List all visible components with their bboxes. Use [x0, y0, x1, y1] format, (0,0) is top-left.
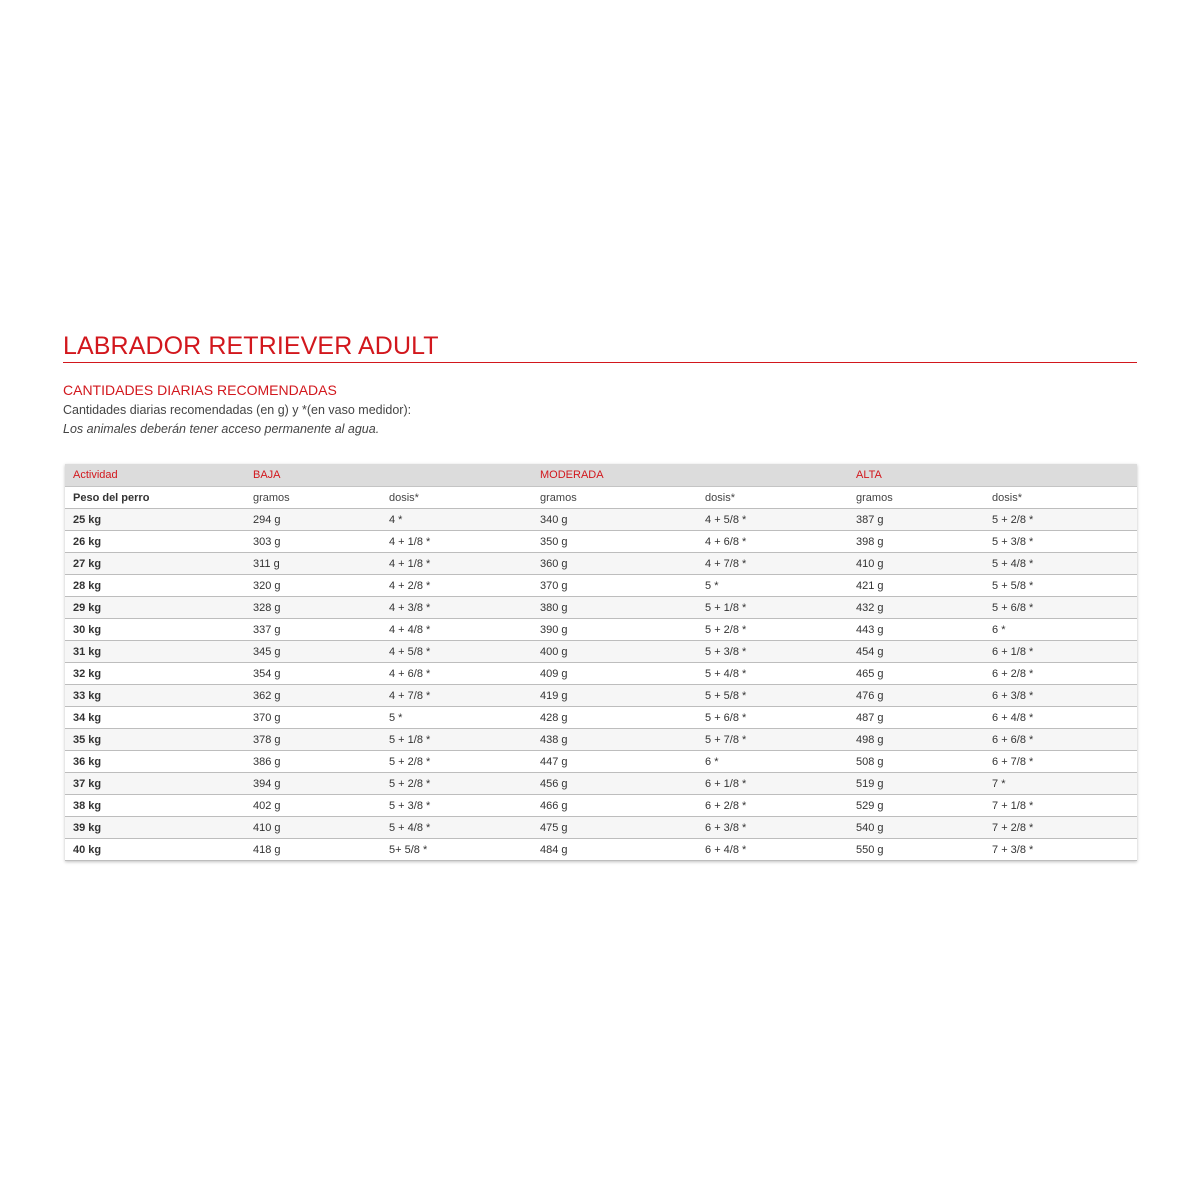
moderate-dose-cell: 5 + 3/8 * [697, 641, 848, 663]
table-row [65, 729, 1137, 751]
low-dose-cell: 5 + 2/8 * [381, 773, 532, 795]
moderate-grams-cell: 484 g [532, 839, 697, 861]
moderate-dose-cell: 6 * [697, 751, 848, 773]
table-row [65, 641, 1137, 663]
low-grams-cell: 303 g [245, 531, 381, 553]
low-grams-cell: 410 g [245, 817, 381, 839]
weight-cell: 37 kg [65, 773, 245, 795]
weight-cell: 39 kg [65, 817, 245, 839]
low-dose-cell: 5+ 5/8 * [381, 839, 532, 861]
level-low-header: BAJA [245, 464, 532, 487]
low-grams-cell: 311 g [245, 553, 381, 575]
high-dose-cell: 5 + 5/8 * [984, 575, 1137, 597]
high-dose-cell: 5 + 4/8 * [984, 553, 1137, 575]
activity-label: Actividad [65, 464, 245, 487]
high-grams-cell: 550 g [848, 839, 984, 861]
weight-cell: 35 kg [65, 729, 245, 751]
high-dose-cell: 6 + 2/8 * [984, 663, 1137, 685]
moderate-dose-cell: 5 * [697, 575, 848, 597]
low-dose-cell: 4 + 4/8 * [381, 619, 532, 641]
low-grams-cell: 328 g [245, 597, 381, 619]
high-dose-cell: 7 * [984, 773, 1137, 795]
weight-cell: 33 kg [65, 685, 245, 707]
weight-cell: 27 kg [65, 553, 245, 575]
moderate-dose-cell: 6 + 2/8 * [697, 795, 848, 817]
low-grams-cell: 370 g [245, 707, 381, 729]
moderate-grams-cell: 360 g [532, 553, 697, 575]
high-grams-cell: 487 g [848, 707, 984, 729]
high-grams-cell: 454 g [848, 641, 984, 663]
high-grams-cell: 398 g [848, 531, 984, 553]
low-dose-cell: 4 + 6/8 * [381, 663, 532, 685]
high-grams-cell: 432 g [848, 597, 984, 619]
grams-column-header: gramos [848, 487, 984, 509]
moderate-grams-cell: 370 g [532, 575, 697, 597]
low-dose-cell: 5 + 1/8 * [381, 729, 532, 751]
moderate-grams-cell: 447 g [532, 751, 697, 773]
table-row [65, 575, 1137, 597]
low-dose-cell: 4 * [381, 509, 532, 531]
high-grams-cell: 421 g [848, 575, 984, 597]
moderate-grams-cell: 390 g [532, 619, 697, 641]
low-grams-cell: 294 g [245, 509, 381, 531]
low-grams-cell: 362 g [245, 685, 381, 707]
high-grams-cell: 540 g [848, 817, 984, 839]
low-grams-cell: 354 g [245, 663, 381, 685]
moderate-dose-cell: 6 + 3/8 * [697, 817, 848, 839]
moderate-grams-cell: 466 g [532, 795, 697, 817]
level-moderate-header: MODERADA [532, 464, 848, 487]
high-grams-cell: 508 g [848, 751, 984, 773]
table-row [65, 751, 1137, 773]
weight-cell: 36 kg [65, 751, 245, 773]
moderate-dose-cell: 5 + 1/8 * [697, 597, 848, 619]
high-dose-cell: 5 + 6/8 * [984, 597, 1137, 619]
low-grams-cell: 337 g [245, 619, 381, 641]
high-grams-cell: 476 g [848, 685, 984, 707]
high-dose-cell: 6 + 7/8 * [984, 751, 1137, 773]
moderate-dose-cell: 5 + 4/8 * [697, 663, 848, 685]
high-grams-cell: 443 g [848, 619, 984, 641]
high-dose-cell: 7 + 1/8 * [984, 795, 1137, 817]
low-dose-cell: 5 + 3/8 * [381, 795, 532, 817]
moderate-grams-cell: 419 g [532, 685, 697, 707]
weight-cell: 29 kg [65, 597, 245, 619]
high-grams-cell: 465 g [848, 663, 984, 685]
table-row [65, 597, 1137, 619]
high-dose-cell: 5 + 3/8 * [984, 531, 1137, 553]
high-grams-cell: 410 g [848, 553, 984, 575]
table-row [65, 707, 1137, 729]
high-dose-cell: 5 + 2/8 * [984, 509, 1137, 531]
weight-cell: 26 kg [65, 531, 245, 553]
low-grams-cell: 386 g [245, 751, 381, 773]
high-dose-cell: 6 + 1/8 * [984, 641, 1137, 663]
level-high-header: ALTA [848, 464, 1137, 487]
title-divider [63, 362, 1137, 363]
low-dose-cell: 4 + 2/8 * [381, 575, 532, 597]
moderate-dose-cell: 5 + 7/8 * [697, 729, 848, 751]
low-dose-cell: 4 + 1/8 * [381, 531, 532, 553]
table-row [65, 619, 1137, 641]
moderate-grams-cell: 350 g [532, 531, 697, 553]
moderate-dose-cell: 4 + 5/8 * [697, 509, 848, 531]
feeding-table [65, 464, 1137, 861]
low-dose-cell: 5 + 4/8 * [381, 817, 532, 839]
moderate-grams-cell: 380 g [532, 597, 697, 619]
moderate-dose-cell: 6 + 4/8 * [697, 839, 848, 861]
high-grams-cell: 498 g [848, 729, 984, 751]
page-title: LABRADOR RETRIEVER ADULT [63, 332, 439, 360]
moderate-grams-cell: 409 g [532, 663, 697, 685]
low-grams-cell: 320 g [245, 575, 381, 597]
grams-column-header: gramos [245, 487, 381, 509]
dose-column-header: dosis* [984, 487, 1137, 509]
moderate-grams-cell: 428 g [532, 707, 697, 729]
moderate-grams-cell: 400 g [532, 641, 697, 663]
feeding-table-container [65, 464, 1137, 861]
low-dose-cell: 4 + 3/8 * [381, 597, 532, 619]
description-text: Cantidades diarias recomendadas (en g) y *(en vaso medidor): [63, 403, 412, 417]
table-row [65, 817, 1137, 839]
low-grams-cell: 402 g [245, 795, 381, 817]
table-row [65, 685, 1137, 707]
table-row [65, 663, 1137, 685]
grams-column-header: gramos [532, 487, 697, 509]
high-dose-cell: 6 + 3/8 * [984, 685, 1137, 707]
table-row [65, 531, 1137, 553]
high-dose-cell: 7 + 2/8 * [984, 817, 1137, 839]
moderate-grams-cell: 456 g [532, 773, 697, 795]
high-grams-cell: 529 g [848, 795, 984, 817]
weight-cell: 25 kg [65, 509, 245, 531]
low-grams-cell: 394 g [245, 773, 381, 795]
high-dose-cell: 6 + 4/8 * [984, 707, 1137, 729]
low-dose-cell: 5 * [381, 707, 532, 729]
high-grams-cell: 519 g [848, 773, 984, 795]
weight-column-header: Peso del perro [65, 487, 245, 509]
weight-cell: 28 kg [65, 575, 245, 597]
table-row [65, 509, 1137, 531]
section-title: CANTIDADES DIARIAS RECOMENDADAS [63, 382, 337, 398]
high-grams-cell: 387 g [848, 509, 984, 531]
moderate-dose-cell: 5 + 5/8 * [697, 685, 848, 707]
moderate-dose-cell: 6 + 1/8 * [697, 773, 848, 795]
water-note: Los animales deberán tener acceso permanente al agua. [63, 422, 380, 436]
table-row [65, 795, 1137, 817]
high-dose-cell: 6 * [984, 619, 1137, 641]
moderate-dose-cell: 4 + 6/8 * [697, 531, 848, 553]
weight-cell: 34 kg [65, 707, 245, 729]
high-dose-cell: 6 + 6/8 * [984, 729, 1137, 751]
low-dose-cell: 4 + 5/8 * [381, 641, 532, 663]
moderate-grams-cell: 438 g [532, 729, 697, 751]
table-row [65, 839, 1137, 861]
table-row [65, 553, 1137, 575]
low-dose-cell: 4 + 1/8 * [381, 553, 532, 575]
dose-column-header: dosis* [697, 487, 848, 509]
low-grams-cell: 378 g [245, 729, 381, 751]
moderate-grams-cell: 475 g [532, 817, 697, 839]
low-dose-cell: 5 + 2/8 * [381, 751, 532, 773]
weight-cell: 38 kg [65, 795, 245, 817]
unit-header-row [65, 487, 1137, 509]
low-grams-cell: 418 g [245, 839, 381, 861]
moderate-dose-cell: 4 + 7/8 * [697, 553, 848, 575]
moderate-grams-cell: 340 g [532, 509, 697, 531]
weight-cell: 40 kg [65, 839, 245, 861]
weight-cell: 31 kg [65, 641, 245, 663]
weight-cell: 30 kg [65, 619, 245, 641]
feeding-table-body [65, 509, 1137, 861]
moderate-dose-cell: 5 + 6/8 * [697, 707, 848, 729]
weight-cell: 32 kg [65, 663, 245, 685]
low-grams-cell: 345 g [245, 641, 381, 663]
moderate-dose-cell: 5 + 2/8 * [697, 619, 848, 641]
low-dose-cell: 4 + 7/8 * [381, 685, 532, 707]
table-row [65, 773, 1137, 795]
dose-column-header: dosis* [381, 487, 532, 509]
high-dose-cell: 7 + 3/8 * [984, 839, 1137, 861]
activity-header-row [65, 464, 1137, 487]
